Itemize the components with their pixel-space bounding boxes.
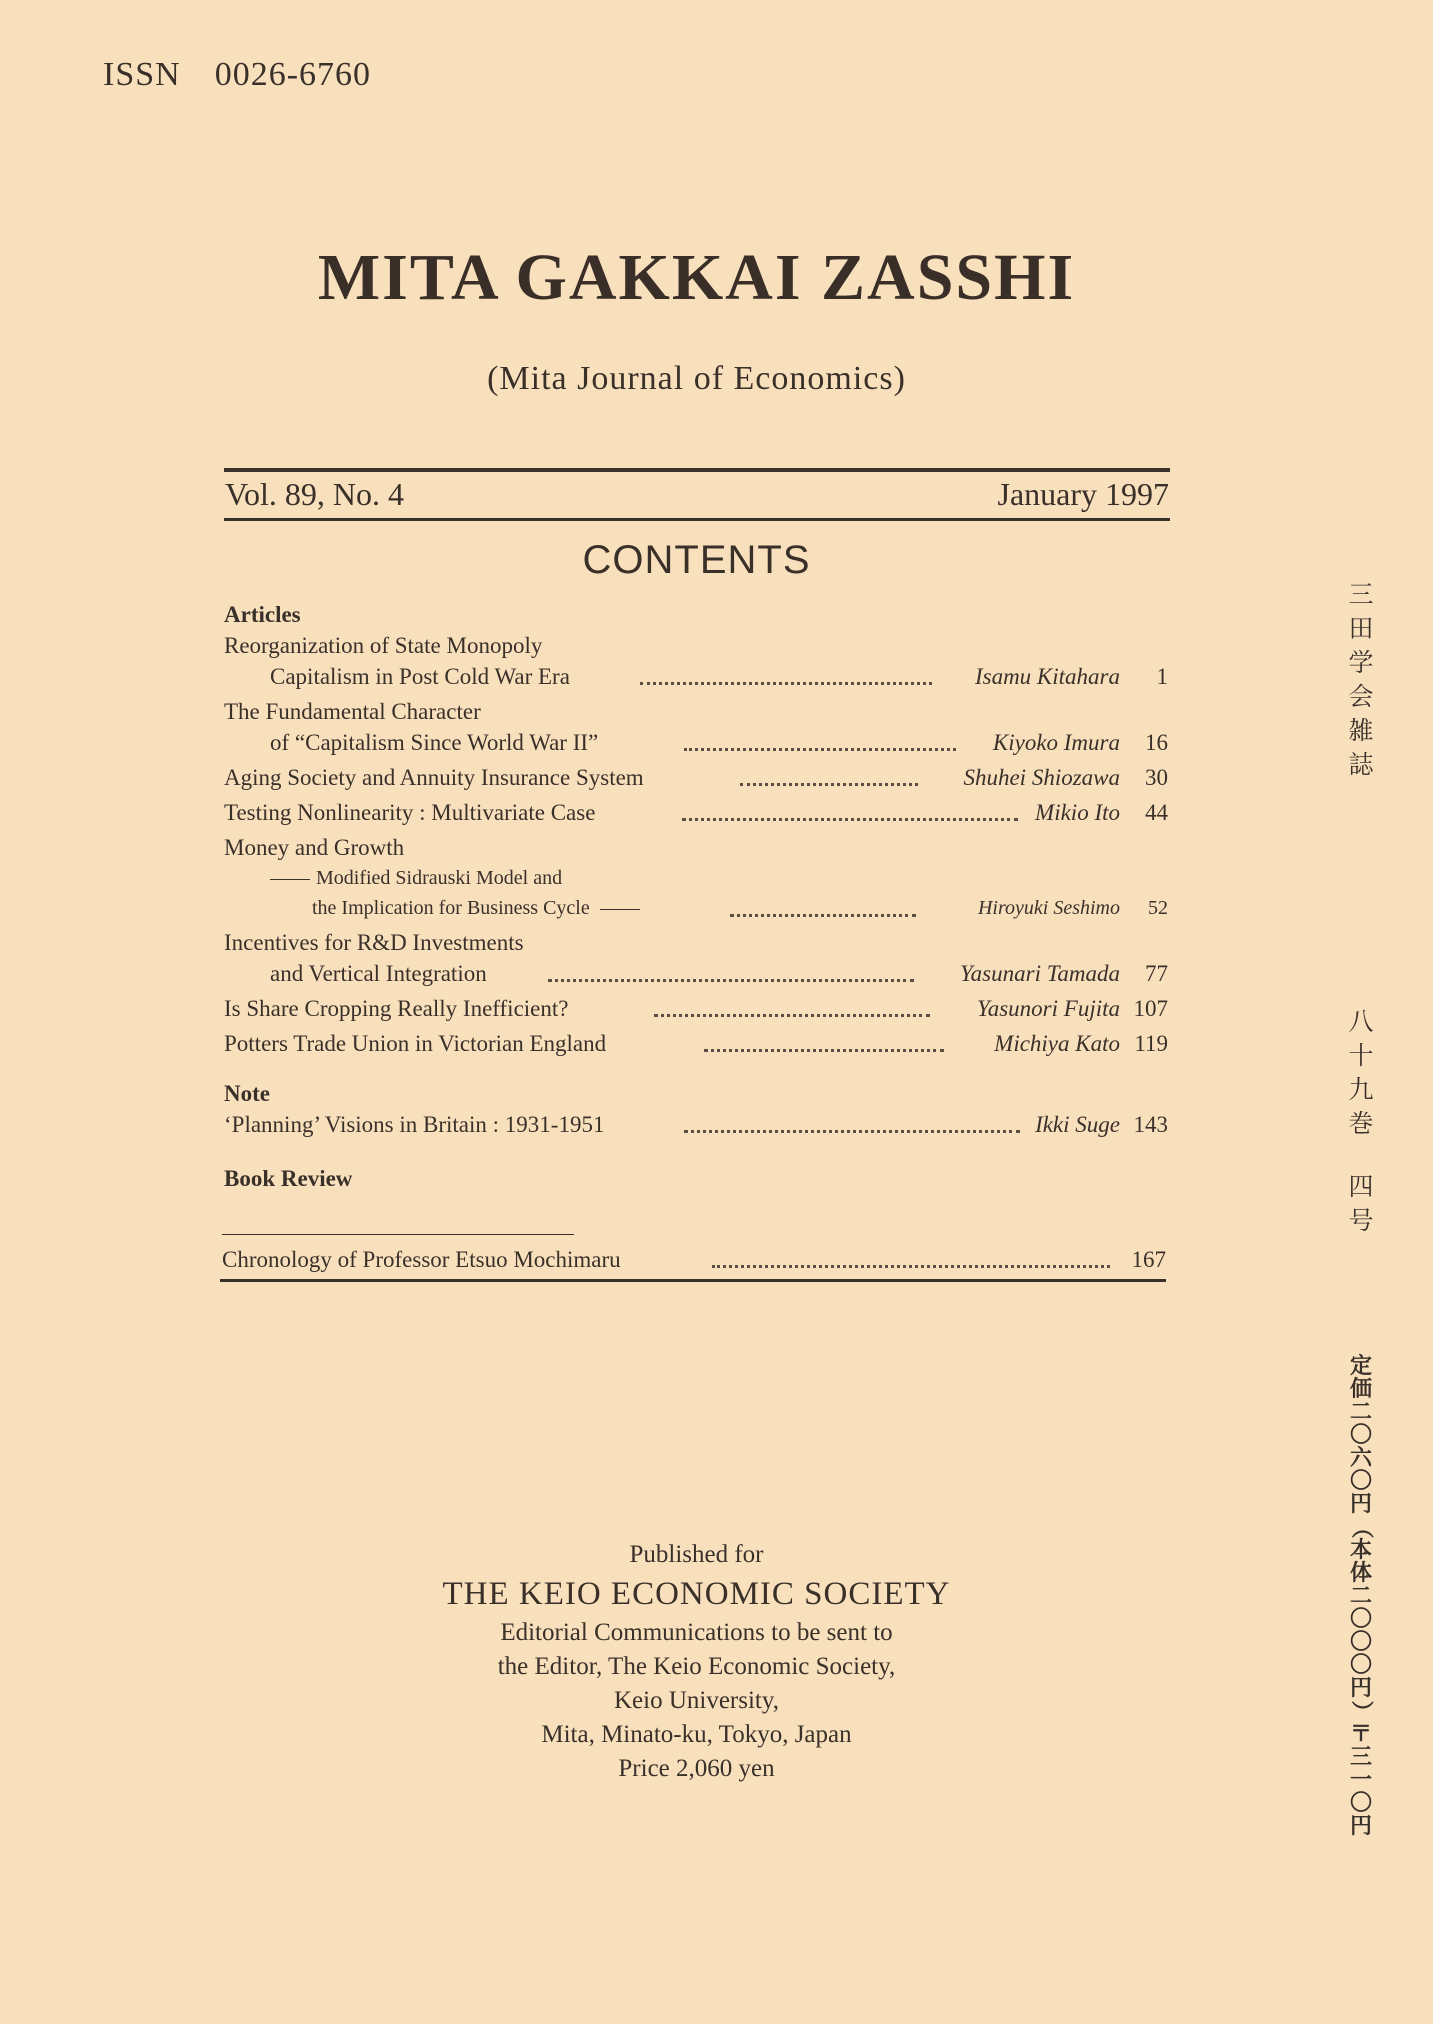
spine-char: 〒 bbox=[1349, 1722, 1372, 1747]
entry-page: 167 bbox=[1131, 1247, 1166, 1272]
issn-label: ISSN bbox=[103, 56, 181, 93]
toc-entry[interactable] bbox=[224, 993, 1168, 1024]
entry-title: ‘Planning’ Visions in Britain : 1931-1951 bbox=[224, 1112, 605, 1137]
entry-title: of “Capitalism Since World War II” bbox=[270, 730, 599, 755]
journal-subtitle: (Mita Journal of Economics) bbox=[487, 360, 906, 397]
toc-entry[interactable] bbox=[224, 1109, 1168, 1140]
spine-char: 三 bbox=[1348, 580, 1374, 609]
dot-leader bbox=[740, 752, 918, 786]
spine-char: 価 bbox=[1349, 1377, 1372, 1402]
spine-char: 十 bbox=[1348, 1041, 1374, 1070]
address-line: the Editor, The Keio Economic Society, bbox=[497, 1653, 896, 1680]
entry-title: and Vertical Integration bbox=[270, 961, 487, 986]
spine-char: 二 bbox=[1349, 1584, 1372, 1609]
spine-char: 八 bbox=[1348, 1007, 1374, 1036]
spine-char: 円 bbox=[1349, 1814, 1372, 1839]
dot-leader bbox=[704, 1018, 944, 1052]
entry-author: Isamu Kitahara bbox=[974, 664, 1120, 689]
entry-page: 1 bbox=[1156, 664, 1168, 689]
spine-volume bbox=[1341, 1005, 1381, 1141]
published-for: Published for bbox=[629, 1541, 764, 1568]
entry-page: 16 bbox=[1145, 730, 1168, 755]
toc-entry-title[interactable] bbox=[224, 832, 1168, 863]
spine-char: 三 bbox=[1349, 1745, 1372, 1770]
entry-title: Reorganization of State Monopoly bbox=[224, 633, 543, 658]
address-line: Mita, Minato-ku, Tokyo, Japan bbox=[541, 1721, 852, 1748]
issn-number: 0026-6760 bbox=[214, 56, 372, 93]
entry-subtitle: the Implication for Business Cycle bbox=[312, 897, 590, 919]
entry-title: Chronology of Professor Etsuo Mochimaru bbox=[222, 1247, 621, 1272]
dot-leader bbox=[654, 983, 930, 1017]
spine-char: 円 bbox=[1349, 1492, 1372, 1517]
dot-leader bbox=[682, 787, 1018, 821]
entry-title: The Fundamental Character bbox=[224, 699, 481, 724]
bottom-rule bbox=[220, 1279, 1166, 1282]
spine-char: 円 bbox=[1349, 1676, 1372, 1701]
entry-page: 52 bbox=[1148, 897, 1168, 919]
entry-author: Michiya Kato bbox=[994, 1031, 1120, 1056]
spine-char: 会 bbox=[1348, 682, 1374, 711]
spine-char: 一 bbox=[1349, 1768, 1372, 1793]
spine-char: 誌 bbox=[1348, 750, 1374, 779]
spine-char: 九 bbox=[1348, 1075, 1374, 1104]
toc-entry[interactable] bbox=[224, 797, 1168, 828]
entry-page: 143 bbox=[1133, 1112, 1168, 1137]
em-dash bbox=[600, 909, 640, 910]
toc-entry[interactable] bbox=[224, 1028, 1168, 1059]
spine-char: 六 bbox=[1349, 1446, 1372, 1471]
entry-author: Shuhei Shiozawa bbox=[963, 765, 1120, 790]
issue-volume: Vol. 89, No. 4 bbox=[225, 476, 404, 512]
issue-date: January 1997 bbox=[997, 476, 1169, 512]
entry-title: Capitalism in Post Cold War Era bbox=[270, 664, 570, 689]
entry-subtitle: Modified Sidrauski Model and bbox=[316, 867, 563, 889]
spine-price bbox=[1341, 1355, 1381, 1838]
society-name: THE KEIO ECONOMIC SOCIETY bbox=[442, 1576, 951, 1612]
publisher-block bbox=[0, 1538, 1393, 1786]
entry-page: 119 bbox=[1134, 1031, 1168, 1056]
entry-page: 30 bbox=[1145, 765, 1168, 790]
toc-entry[interactable] bbox=[224, 893, 1168, 923]
issn bbox=[103, 56, 371, 94]
spine-char: 〇 bbox=[1349, 1607, 1372, 1632]
dot-leader bbox=[640, 651, 932, 685]
entry-title: Incentives for R&D Investments bbox=[224, 930, 524, 955]
spine-journal-name bbox=[1341, 578, 1381, 782]
spine-char: 本 bbox=[1349, 1538, 1372, 1563]
dot-leader bbox=[548, 948, 914, 982]
entry-author: Mikio Ito bbox=[1035, 800, 1120, 825]
spine-char: 巻 bbox=[1348, 1109, 1374, 1138]
toc-entry[interactable] bbox=[224, 661, 1168, 692]
spine-char: 〇 bbox=[1349, 1653, 1372, 1678]
entry-page: 44 bbox=[1145, 800, 1168, 825]
toc-entry[interactable] bbox=[224, 727, 1168, 758]
toc-entry-subtitle bbox=[224, 863, 1168, 893]
dot-leader bbox=[684, 717, 956, 751]
spine-char: 〇 bbox=[1349, 1630, 1372, 1655]
address-line: Keio University, bbox=[613, 1687, 779, 1714]
entry-author: Yasunori Fujita bbox=[977, 996, 1120, 1021]
spine-char: 〇 bbox=[1349, 1791, 1372, 1816]
short-rule bbox=[222, 1234, 574, 1235]
entry-page: 77 bbox=[1145, 961, 1168, 986]
entry-author: Yasunari Tamada bbox=[959, 961, 1120, 986]
spine-char: ） bbox=[1348, 1700, 1374, 1723]
entry-title: Potters Trade Union in Victorian England bbox=[224, 1031, 607, 1056]
table-of-contents bbox=[224, 600, 1168, 1194]
section-book-review: Book Review bbox=[224, 1166, 353, 1191]
spine-char: 雑 bbox=[1348, 716, 1374, 745]
entry-title: Money and Growth bbox=[224, 835, 405, 860]
entry-author: Ikki Suge bbox=[1035, 1112, 1120, 1137]
spine-char: 学 bbox=[1348, 648, 1374, 677]
top-rule bbox=[224, 468, 1170, 472]
journal-title: MITA GAKKAI ZASSHI bbox=[317, 241, 1076, 314]
entry-title: Aging Society and Annuity Insurance System bbox=[224, 765, 644, 790]
address-line: Editorial Communications to be sent to bbox=[500, 1619, 893, 1646]
toc-entry-chronology[interactable] bbox=[222, 1244, 1166, 1275]
entry-author: Kiyoko Imura bbox=[992, 730, 1120, 755]
spine-char: 四 bbox=[1348, 1172, 1374, 1201]
entry-author: Hiroyuki Seshimo bbox=[977, 897, 1120, 919]
spine-char: 〇 bbox=[1349, 1469, 1372, 1494]
contents-heading: CONTENTS bbox=[582, 538, 811, 582]
spine-char: 定 bbox=[1349, 1354, 1372, 1379]
issue-rule bbox=[224, 518, 1170, 521]
spine-char: 田 bbox=[1348, 614, 1374, 643]
dot-leader bbox=[684, 1099, 1020, 1133]
entry-title: Testing Nonlinearity : Multivariate Case bbox=[224, 800, 596, 825]
dot-leader bbox=[730, 883, 916, 917]
dot-leader bbox=[712, 1234, 1110, 1268]
spine-char: 体 bbox=[1349, 1561, 1372, 1586]
spine-char: 二 bbox=[1349, 1400, 1372, 1425]
spine-number bbox=[1341, 1170, 1381, 1238]
entry-page: 107 bbox=[1133, 996, 1168, 1021]
em-dash bbox=[270, 879, 310, 880]
spine-char: 〇 bbox=[1349, 1423, 1372, 1448]
spine-char: 号 bbox=[1348, 1206, 1374, 1235]
section-note: Note bbox=[224, 1081, 270, 1106]
spine-char: （ bbox=[1348, 1516, 1374, 1539]
issue-row bbox=[225, 476, 1169, 513]
price: Price 2,060 yen bbox=[618, 1755, 775, 1782]
section-articles: Articles bbox=[224, 602, 301, 627]
entry-title: Is Share Cropping Really Inefficient? bbox=[224, 996, 569, 1021]
